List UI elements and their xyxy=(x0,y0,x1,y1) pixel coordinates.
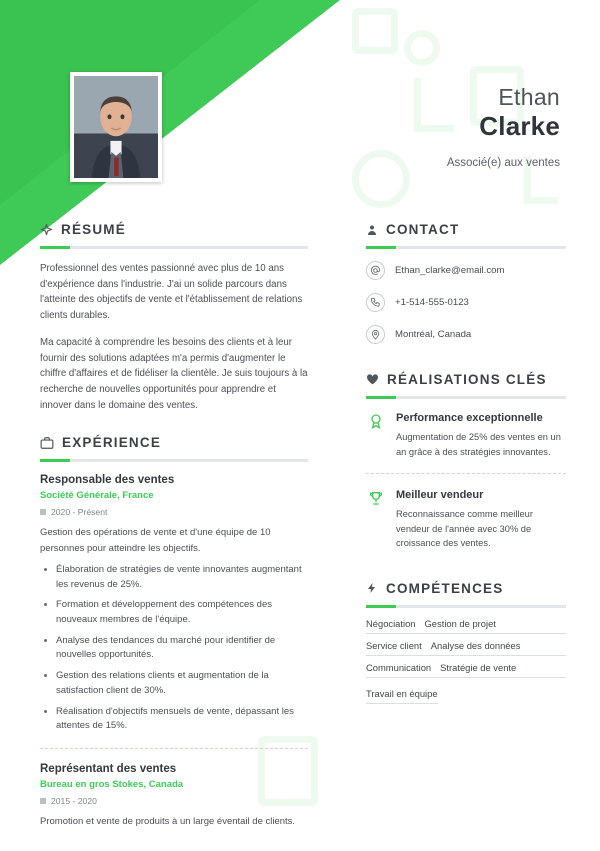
summary-divider xyxy=(40,246,308,249)
contact-item[interactable] xyxy=(366,293,566,312)
skill-item: Service client xyxy=(366,639,422,651)
experience-body xyxy=(40,474,308,829)
skill-row xyxy=(366,618,566,634)
summary-paragraph: Professionnel des ventes passionné avec plus de 10 ans d'expérience dans l'industrie. J'ai un solide parcours dans l'atteinte des objectifs de vente et l'établissement de relations clients durables. xyxy=(40,263,303,322)
contact-item[interactable] xyxy=(366,261,566,280)
sparkle-icon xyxy=(40,223,53,236)
last-name: Clarke xyxy=(479,111,560,142)
job-bullet: • Formation et développement des compétences des nouveaux membres de l'équipe. xyxy=(56,598,308,627)
experience-item xyxy=(40,474,308,734)
job-company: Société Générale, France xyxy=(40,490,154,502)
summary-heading-row xyxy=(40,222,308,237)
achievements-divider xyxy=(366,396,566,399)
summary-body xyxy=(40,261,308,413)
skill-item: Stratégie de vente xyxy=(440,661,517,673)
contact-email: Ethan_clarke@email.com xyxy=(395,265,505,276)
contact-heading-row xyxy=(366,222,566,237)
job-bullets xyxy=(40,563,308,734)
watermark-square xyxy=(352,8,398,54)
skills-heading-row xyxy=(366,581,566,596)
job-title: Associé(e) aux ventes xyxy=(446,156,560,169)
name-block xyxy=(188,72,560,169)
section-experience xyxy=(40,435,308,829)
experience-heading-row xyxy=(40,435,308,450)
calendar-marker-icon xyxy=(40,509,46,515)
watermark-ring xyxy=(404,30,440,66)
section-summary xyxy=(40,222,308,413)
skills-body xyxy=(366,618,566,710)
calendar-marker-icon xyxy=(40,798,46,804)
heart-icon xyxy=(366,373,379,386)
skill-item: Communication xyxy=(366,661,432,673)
skill-item: Analyse des données xyxy=(430,639,521,651)
achievement-text: Augmentation de 25% des ventes en un an grâce à des stratégies innovantes. xyxy=(396,432,561,457)
experience-divider xyxy=(40,459,308,462)
skill-row xyxy=(366,662,566,678)
right-column xyxy=(366,222,566,732)
contact-body xyxy=(366,261,566,344)
job-role: Responsable des ventes xyxy=(40,474,175,487)
job-description: Promotion et vente de produits à un large éventail de clients. xyxy=(40,816,296,828)
job-dates-row xyxy=(40,507,308,517)
job-dates: 2020 - Présent xyxy=(51,507,108,518)
section-achievements xyxy=(366,372,566,551)
trophy-icon xyxy=(366,488,386,551)
job-dates-row xyxy=(40,796,308,806)
achievement-text: Reconnaissance comme meilleur vendeur de l'année avec 30% de croissance des ventes. xyxy=(396,509,533,549)
skill-item: Travail en équipe xyxy=(366,687,438,699)
summary-heading: RÉSUMÉ xyxy=(61,222,126,237)
contact-divider xyxy=(366,246,566,249)
contact-heading: CONTACT xyxy=(386,222,460,237)
job-bullet: • Gestion des relations clients et augmentation de la satisfaction client de 30%. xyxy=(56,669,308,698)
location-pin-icon xyxy=(366,325,385,344)
first-name: Ethan xyxy=(498,84,560,110)
briefcase-icon xyxy=(40,436,54,450)
experience-separator xyxy=(40,748,308,749)
summary-paragraph: Ma capacité à comprendre les besoins des clients et à leur fournir des solutions adaptées m'a permis d'augmenter le chiffre d'affaires et de fidéliser la clientèle. Je suis toujours à la recherche de nouvelles opportunités pour apprendre et innover dans le domaine des ventes. xyxy=(40,336,308,411)
left-column xyxy=(40,222,308,851)
job-bullet: • Analyse des tendances du marché pour identifier de nouvelles opportunités. xyxy=(56,634,308,663)
skill-row xyxy=(366,640,566,656)
person-icon xyxy=(366,224,378,236)
achievement-title: Performance exceptionnelle xyxy=(396,412,543,424)
job-role: Représentant des ventes xyxy=(40,763,177,776)
portrait-illustration xyxy=(74,76,158,178)
contact-phone: +1-514-555-0123 xyxy=(395,297,469,308)
avatar xyxy=(70,72,162,182)
achievement-item xyxy=(366,488,566,551)
achievements-heading-row xyxy=(366,372,566,387)
experience-item xyxy=(40,763,308,829)
job-description: Gestion des opérations de vente et d'une équipe de 10 personnes pour atteindre les objectifs. xyxy=(40,527,271,554)
achievement-title: Meilleur vendeur xyxy=(396,489,484,502)
skills-divider xyxy=(366,605,566,608)
at-icon xyxy=(366,261,385,280)
skill-row xyxy=(366,688,438,704)
skills-heading: COMPÉTENCES xyxy=(386,580,504,596)
job-dates: 2015 - 2020 xyxy=(51,796,97,807)
achievements-heading: RÉALISATIONS CLÉS xyxy=(387,372,547,387)
job-company: Bureau en gros Stokes, Canada xyxy=(40,779,184,791)
achievement-item xyxy=(366,411,566,459)
achievements-separator xyxy=(366,473,566,474)
contact-item[interactable] xyxy=(366,325,566,344)
section-skills xyxy=(366,581,566,710)
phone-icon xyxy=(366,293,385,312)
job-bullet: • Élaboration de stratégies de vente innovantes augmentant les revenus de 25%. xyxy=(56,563,308,592)
section-contact xyxy=(366,222,566,344)
lightning-icon xyxy=(366,582,378,594)
job-bullet: • Réalisation d'objectifs mensuels de vente, dépassant les attentes de 15%. xyxy=(56,705,308,734)
contact-location: Montréal, Canada xyxy=(395,329,472,340)
medal-icon xyxy=(366,411,386,459)
achievements-body xyxy=(366,411,566,551)
skill-item: Négociation xyxy=(366,617,416,629)
experience-heading: EXPÉRIENCE xyxy=(62,435,162,451)
skill-item: Gestion de projet xyxy=(424,617,496,629)
resume-header xyxy=(70,72,560,192)
